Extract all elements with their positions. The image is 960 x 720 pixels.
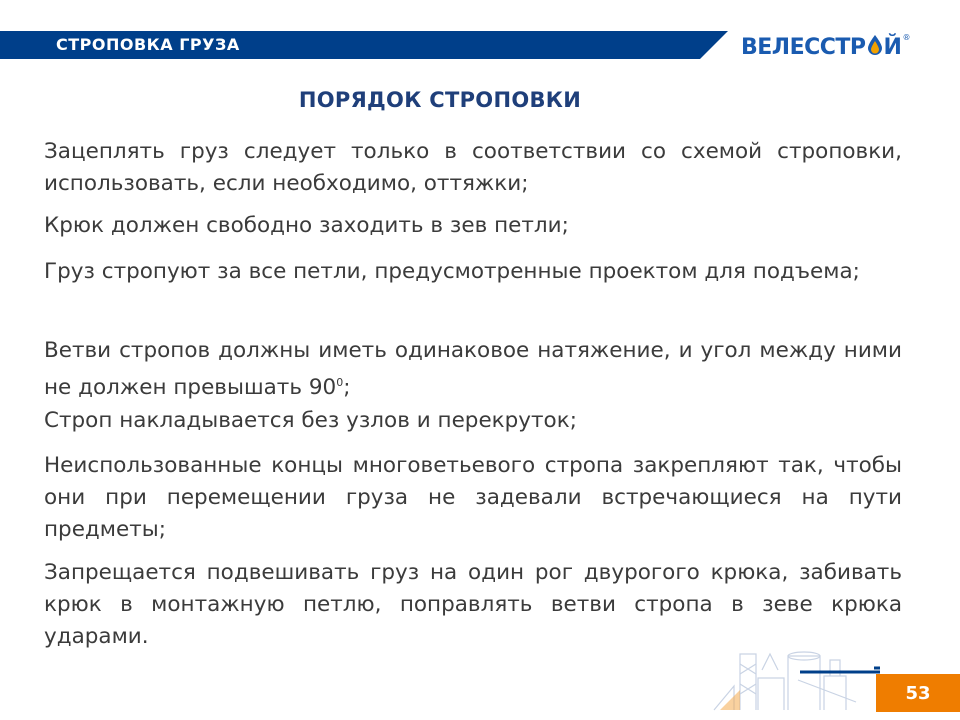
page-number: 53 — [876, 674, 960, 712]
slide-heading-text: ПОРЯДОК СТРОПОВКИ — [298, 88, 582, 112]
paragraph-7: Запрещается подвешивать груз на один рог двурогого крюка, забивать крюк в монтажную петлю, поправлять ветви стропа в зеве крюка ударами. — [44, 560, 902, 649]
slide-heading — [0, 88, 880, 112]
industrial-structures-illustration — [700, 640, 880, 712]
logo-text-left: ВЕЛЕССТР — [741, 34, 866, 60]
registered-mark: ® — [902, 32, 911, 42]
section-title: СТРОПОВКА ГРУЗА — [56, 35, 240, 54]
paragraph-5: Строп накладывается без узлов и перекруток; — [44, 408, 577, 433]
company-logo — [741, 31, 910, 63]
paragraph-6: Неиспользованные концы многоветьевого стропа закрепляют так, чтобы они при перемещении груза не задевали встречающиеся на пути предметы; — [44, 453, 902, 542]
paragraph-4-suffix: ; — [343, 375, 351, 401]
degree-superscript: 0 — [336, 376, 344, 389]
paragraph-3: Груз стропуют за все петли, предусмотренные проектом для подъема; — [44, 259, 860, 284]
logo-text-right: Й — [883, 34, 902, 60]
drop-icon — [867, 34, 883, 60]
paragraph-1: Зацеплять груз следует только в соответствии со схемой строповки, использовать, если необходимо, оттяжки; — [44, 139, 902, 196]
paragraph-4 — [44, 335, 902, 404]
paragraph-4-text: Ветви стропов должны иметь одинаковое натяжение, и угол между ними не должен превышать 90 — [44, 338, 902, 401]
paragraph-2: Крюк должен свободно заходить в зев петли; — [44, 213, 569, 238]
